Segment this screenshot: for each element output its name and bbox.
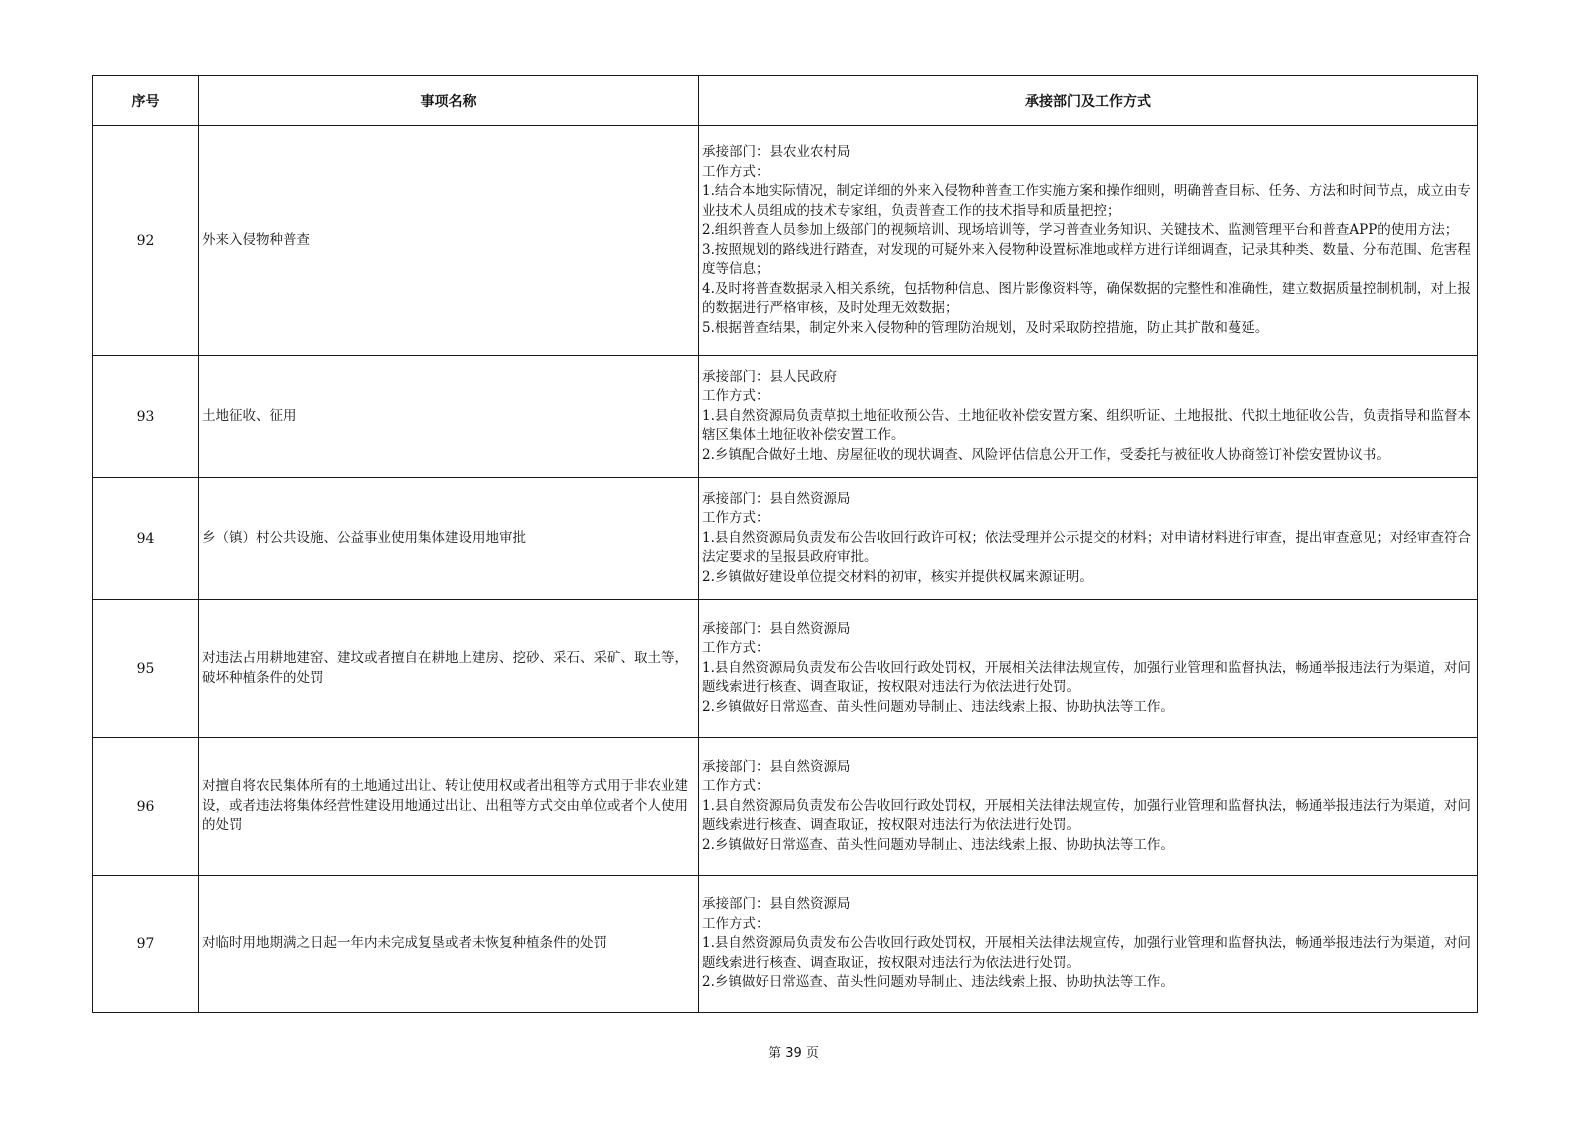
row-seq: 92 — [93, 126, 199, 356]
row-dept-cell — [699, 876, 1478, 1013]
row-item-name: 对违法占用耕地建窑、建坟或者擅自在耕地上建房、挖砂、采石、采矿、取土等，破坏种植条件的处罚 — [199, 600, 699, 738]
row-seq: 97 — [93, 876, 199, 1013]
row-seq: 95 — [93, 600, 199, 738]
method-step: 2.组织普查人员参加上级部门的视频培训、现场培训等，学习普查业务知识、关键技术、监测管理平台和普查APP的使用方法； — [702, 222, 1459, 238]
row-item-name: 对临时用地期满之日起一年内未完成复垦或者未恢复种植条件的处罚 — [199, 876, 699, 1013]
method-step: 2.乡镇做好建设单位提交材料的初审，核实并提供权属来源证明。 — [702, 568, 1093, 585]
dept-line: 承接部门：县农业农村局 — [702, 144, 851, 160]
method-step: 2.乡镇配合做好土地、房屋征收的现状调查、风险评估信息公开工作，受委托与被征收人协商签订补偿安置协议书。 — [702, 446, 1390, 463]
table-row — [93, 356, 1478, 478]
method-step: 1.县自然资源局负责草拟土地征收预公告、土地征收补偿安置方案、组织听证、土地报批、代拟土地征收公告，负责指导和监督本辖区集体土地征收补偿安置工作。 — [702, 407, 1471, 444]
row-dept-cell — [699, 478, 1478, 600]
method-step: 2.乡镇做好日常巡查、苗头性问题劝导制止、违法线索上报、协助执法等工作。 — [702, 974, 1174, 991]
header-seq: 序号 — [93, 76, 199, 126]
table-row — [93, 738, 1478, 876]
header-name: 事项名称 — [199, 76, 699, 126]
dept-line: 承接部门：县自然资源局 — [702, 490, 851, 507]
method-step: 2.乡镇做好日常巡查、苗头性问题劝导制止、违法线索上报、协助执法等工作。 — [702, 698, 1174, 715]
row-dept-cell — [699, 126, 1478, 356]
row-dept-cell — [699, 600, 1478, 738]
method-step: 1.县自然资源局负责发布公告收回行政处罚权，开展相关法律法规宣传，加强行业管理和监督执法，畅通举报违法行为渠道，对问题线索进行核查、调查取证，按权限对违法行为依法进行处罚。 — [702, 659, 1471, 696]
method-label: 工作方式： — [702, 778, 770, 795]
method-step: 1.县自然资源局负责发布公告收回行政许可权；依法受理并公示提交的材料；对申请材料进行审查，提出审查意见；对经审查符合法定要求的呈报县政府审批。 — [702, 529, 1471, 566]
row-dept-cell — [699, 738, 1478, 876]
method-step: 2.乡镇做好日常巡查、苗头性问题劝导制止、违法线索上报、协助执法等工作。 — [702, 836, 1174, 853]
row-dept-cell — [699, 356, 1478, 478]
table-header-row — [93, 76, 1478, 126]
dept-line: 承接部门：县人民政府 — [702, 368, 837, 385]
row-item-name: 乡（镇）村公共设施、公益事业使用集体建设用地审批 — [199, 478, 699, 600]
method-step: 3.按照规划的路线进行踏查，对发现的可疑外来入侵物种设置标准地或样方进行详细调查，记录其种类、数量、分布范围、危害程度等信息； — [702, 241, 1471, 277]
header-dept: 承接部门及工作方式 — [699, 76, 1478, 126]
table-row — [93, 600, 1478, 738]
method-step: 5.根据普查结果，制定外来入侵物种的管理防治规划，及时采取防控措施，防止其扩散和蔓延。 — [702, 319, 1269, 336]
dept-line: 承接部门：县自然资源局 — [702, 758, 851, 775]
row-seq: 96 — [93, 738, 199, 876]
method-step: 1.结合本地实际情况，制定详细的外来入侵物种普查工作实施方案和操作细则，明确普查目标、任务、方法和时间节点，成立由专业技术人员组成的技术专家组，负责普查工作的技术指导和质量把控； — [702, 183, 1471, 219]
row-seq: 94 — [93, 478, 199, 600]
table-row — [93, 876, 1478, 1013]
method-label: 工作方式： — [702, 163, 770, 180]
row-item-name: 外来入侵物种普查 — [199, 126, 699, 356]
method-label: 工作方式： — [702, 915, 770, 932]
row-seq: 93 — [93, 356, 199, 478]
method-label: 工作方式： — [702, 388, 770, 405]
row-item-name: 对擅自将农民集体所有的土地通过出让、转让使用权或者出租等方式用于非农业建设，或者违法将集体经营性建设用地通过出让、出租等方式交由单位或者个人使用的处罚 — [199, 738, 699, 876]
items-table — [92, 75, 1478, 1013]
method-step: 4.及时将普查数据录入相关系统，包括物种信息、图片影像资料等，确保数据的完整性和准确性，建立数据质量控制机制，对上报的数据进行严格审核，及时处理无效数据； — [702, 280, 1471, 316]
dept-line: 承接部门：县自然资源局 — [702, 896, 851, 913]
method-label: 工作方式： — [702, 510, 770, 527]
method-label: 工作方式： — [702, 640, 770, 657]
method-step: 1.县自然资源局负责发布公告收回行政处罚权，开展相关法律法规宣传，加强行业管理和监督执法，畅通举报违法行为渠道，对问题线索进行核查、调查取证，按权限对违法行为依法进行处罚。 — [702, 797, 1471, 834]
dept-line: 承接部门：县自然资源局 — [702, 620, 851, 637]
row-item-name: 土地征收、征用 — [199, 356, 699, 478]
table-row — [93, 126, 1478, 356]
method-step: 1.县自然资源局负责发布公告收回行政处罚权，开展相关法律法规宣传，加强行业管理和监督执法，畅通举报违法行为渠道，对问题线索进行核查、调查取证，按权限对违法行为依法进行处罚。 — [702, 935, 1471, 971]
table-row — [93, 478, 1478, 600]
page-number: 第 39 页 — [768, 1046, 819, 1061]
